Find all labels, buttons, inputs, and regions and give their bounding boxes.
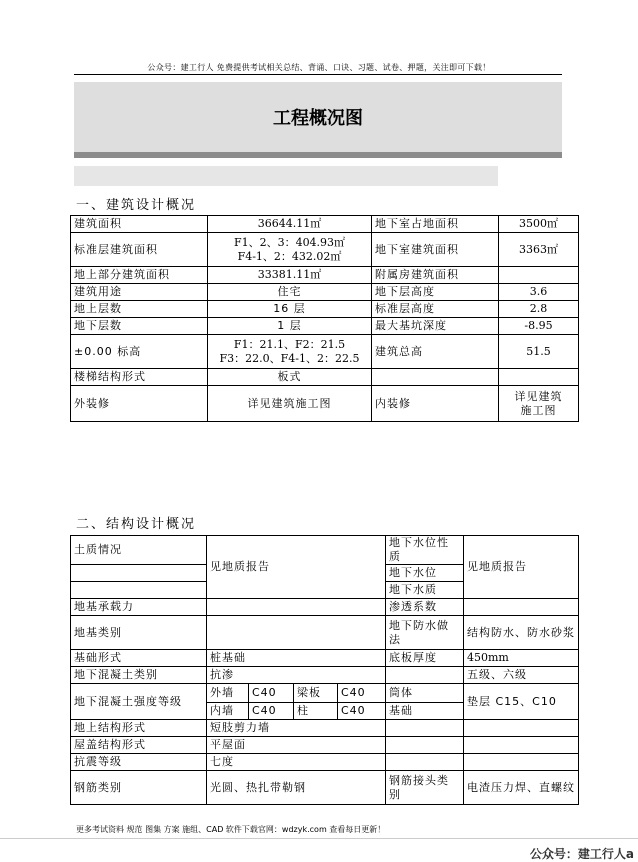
table-row <box>71 616 579 650</box>
table-row <box>71 284 579 301</box>
cell-value: 平屋面 <box>207 737 386 754</box>
cell-value: 见地质报告 <box>207 536 386 599</box>
cell-value <box>208 335 372 369</box>
page-title: 工程概况图 <box>273 108 363 129</box>
cell-value: C40 <box>338 684 386 703</box>
cell-empty <box>464 720 579 737</box>
cell-value: 七度 <box>207 754 386 771</box>
cell-value: 36644.11㎡ <box>208 216 372 233</box>
value-line: F3：22.0、F4-1、2：22.5 <box>219 351 360 365</box>
cell-label: 地下层高度 <box>372 284 499 301</box>
cell-label: 基础 <box>386 703 464 720</box>
cell-label: 附属房建筑面积 <box>372 267 499 284</box>
cell-label: 内装修 <box>372 386 499 422</box>
cell-label: 地上层数 <box>71 301 208 318</box>
cell-value <box>464 599 579 616</box>
watermark: 公众号：建工行人a <box>529 847 634 861</box>
cell-label: 建筑用途 <box>71 284 208 301</box>
cell-label: 柱 <box>294 703 338 720</box>
cell-label: 地下防水做法 <box>386 616 464 650</box>
table-row <box>71 754 579 771</box>
cell-empty <box>71 582 207 599</box>
section2-heading: 二、结构设计概况 <box>76 517 197 532</box>
cell-label: 地下混凝土强度等级 <box>71 684 207 720</box>
cell-empty <box>71 565 207 582</box>
cell-empty <box>386 667 464 684</box>
cell-label: 渗透系数 <box>386 599 464 616</box>
cell-label: 屋盖结构形式 <box>71 737 207 754</box>
structure-table <box>70 535 579 805</box>
table-row <box>71 216 579 233</box>
cell-value: 51.5 <box>499 335 579 369</box>
cell-value: 2.8 <box>499 301 579 318</box>
cell-value: 板式 <box>208 369 372 386</box>
cell-label: 地下层数 <box>71 318 208 335</box>
cell-label: 基础形式 <box>71 650 207 667</box>
cell-value <box>499 369 579 386</box>
cell-label: 地基承载力 <box>71 599 207 616</box>
table-row <box>71 536 579 565</box>
cell-label <box>372 369 499 386</box>
cell-label: 地上结构形式 <box>71 720 207 737</box>
cell-label: 地下水位性质 <box>386 536 464 565</box>
value-line: 施工图 <box>520 403 557 417</box>
table-row <box>71 318 579 335</box>
cell-empty <box>386 737 464 754</box>
cell-empty <box>386 720 464 737</box>
cell-value: 电渣压力焊、直螺纹 <box>464 771 579 805</box>
cell-empty <box>464 754 579 771</box>
cell-empty <box>464 737 579 754</box>
table-row <box>71 369 579 386</box>
cell-label: 钢筋接头类别 <box>386 771 464 805</box>
table-row <box>71 667 579 684</box>
top-rule <box>74 74 562 75</box>
cell-value: 结构防水、防水砂浆 <box>464 616 579 650</box>
cell-label: 抗震等级 <box>71 754 207 771</box>
table-row <box>71 684 579 703</box>
title-banner-bar <box>74 152 562 158</box>
cell-label: 梁板 <box>294 684 338 703</box>
footer-note: 更多考试资料 规范 图集 方案 施组、CAD 软件下载官网：wdzyk.com 查看每日更新！ <box>76 825 386 834</box>
cell-value: 3500㎡ <box>499 216 579 233</box>
cell-label: 地基类别 <box>71 616 207 650</box>
cell-label: 标准层高度 <box>372 301 499 318</box>
cell-label: 建筑总高 <box>372 335 499 369</box>
table-row <box>71 720 579 737</box>
building-table <box>70 215 579 422</box>
cell-label: 建筑面积 <box>71 216 208 233</box>
cell-value <box>499 267 579 284</box>
cell-value: 光圆、热扎带勒钢 <box>207 771 386 805</box>
cell-value <box>208 233 372 267</box>
table-row <box>71 267 579 284</box>
cell-label: 地上部分建筑面积 <box>71 267 208 284</box>
cell-empty <box>386 754 464 771</box>
cell-label: 最大基坑深度 <box>372 318 499 335</box>
cell-label: 外装修 <box>71 386 208 422</box>
grey-strip <box>74 166 498 186</box>
value-line: 详见建筑 <box>514 389 563 403</box>
cell-label: 地下水质 <box>386 582 464 599</box>
cell-value: 详见建筑施工图 <box>208 386 372 422</box>
top-note: 公众号：建工行人 免费提供考试相关总结、背诵、口诀、习题、试卷、押题，关注即可下载！ <box>147 63 491 72</box>
cell-label: 筒体 <box>386 684 464 703</box>
cell-value: 抗渗 <box>207 667 386 684</box>
table-row <box>71 233 579 267</box>
cell-label: 内墙 <box>207 703 249 720</box>
cell-label: 地下室占地面积 <box>372 216 499 233</box>
table-row <box>71 386 579 422</box>
cell-value: 450mm <box>464 650 579 667</box>
cell-label: 地下水位 <box>386 565 464 582</box>
table-row <box>71 301 579 318</box>
cell-value: 1 层 <box>208 318 372 335</box>
cell-value: 垫层 C15、C10 <box>464 684 579 720</box>
value-line: F4-1、2：432.02㎡ <box>237 249 342 263</box>
table-row <box>71 771 579 805</box>
value-line: F1、2、3：404.93㎡ <box>233 235 346 249</box>
cell-value: 五级、六级 <box>464 667 579 684</box>
cell-label: 地下混凝土类别 <box>71 667 207 684</box>
cell-label: 地下室建筑面积 <box>372 233 499 267</box>
table-row <box>71 335 579 369</box>
cell-value: 16 层 <box>208 301 372 318</box>
cell-value: C40 <box>249 684 294 703</box>
cell-value: 短肢剪力墙 <box>207 720 386 737</box>
cell-label: 底板厚度 <box>386 650 464 667</box>
cell-value: 3363㎡ <box>499 233 579 267</box>
table-row <box>71 599 579 616</box>
table-row <box>71 737 579 754</box>
cell-value: C40 <box>338 703 386 720</box>
cell-value: 3.6 <box>499 284 579 301</box>
cell-value: 桩基础 <box>207 650 386 667</box>
cell-value: 见地质报告 <box>464 536 579 599</box>
footer-divider <box>0 838 638 839</box>
cell-label: 标准层建筑面积 <box>71 233 208 267</box>
section1-heading: 一、建筑设计概况 <box>76 198 197 213</box>
cell-value: 33381.11㎡ <box>208 267 372 284</box>
cell-value <box>207 599 386 616</box>
cell-label: ±0.00 标高 <box>71 335 208 369</box>
value-line: F1：21.1、F2：21.5 <box>233 337 346 351</box>
cell-label: 土质情况 <box>71 536 207 565</box>
cell-value <box>207 616 386 650</box>
cell-value <box>499 386 579 422</box>
table-row <box>71 650 579 667</box>
cell-value: C40 <box>249 703 294 720</box>
cell-value: -8.95 <box>499 318 579 335</box>
cell-label: 楼梯结构形式 <box>71 369 208 386</box>
cell-label: 钢筋类别 <box>71 771 207 805</box>
cell-value: 住宅 <box>208 284 372 301</box>
cell-label: 外墙 <box>207 684 249 703</box>
